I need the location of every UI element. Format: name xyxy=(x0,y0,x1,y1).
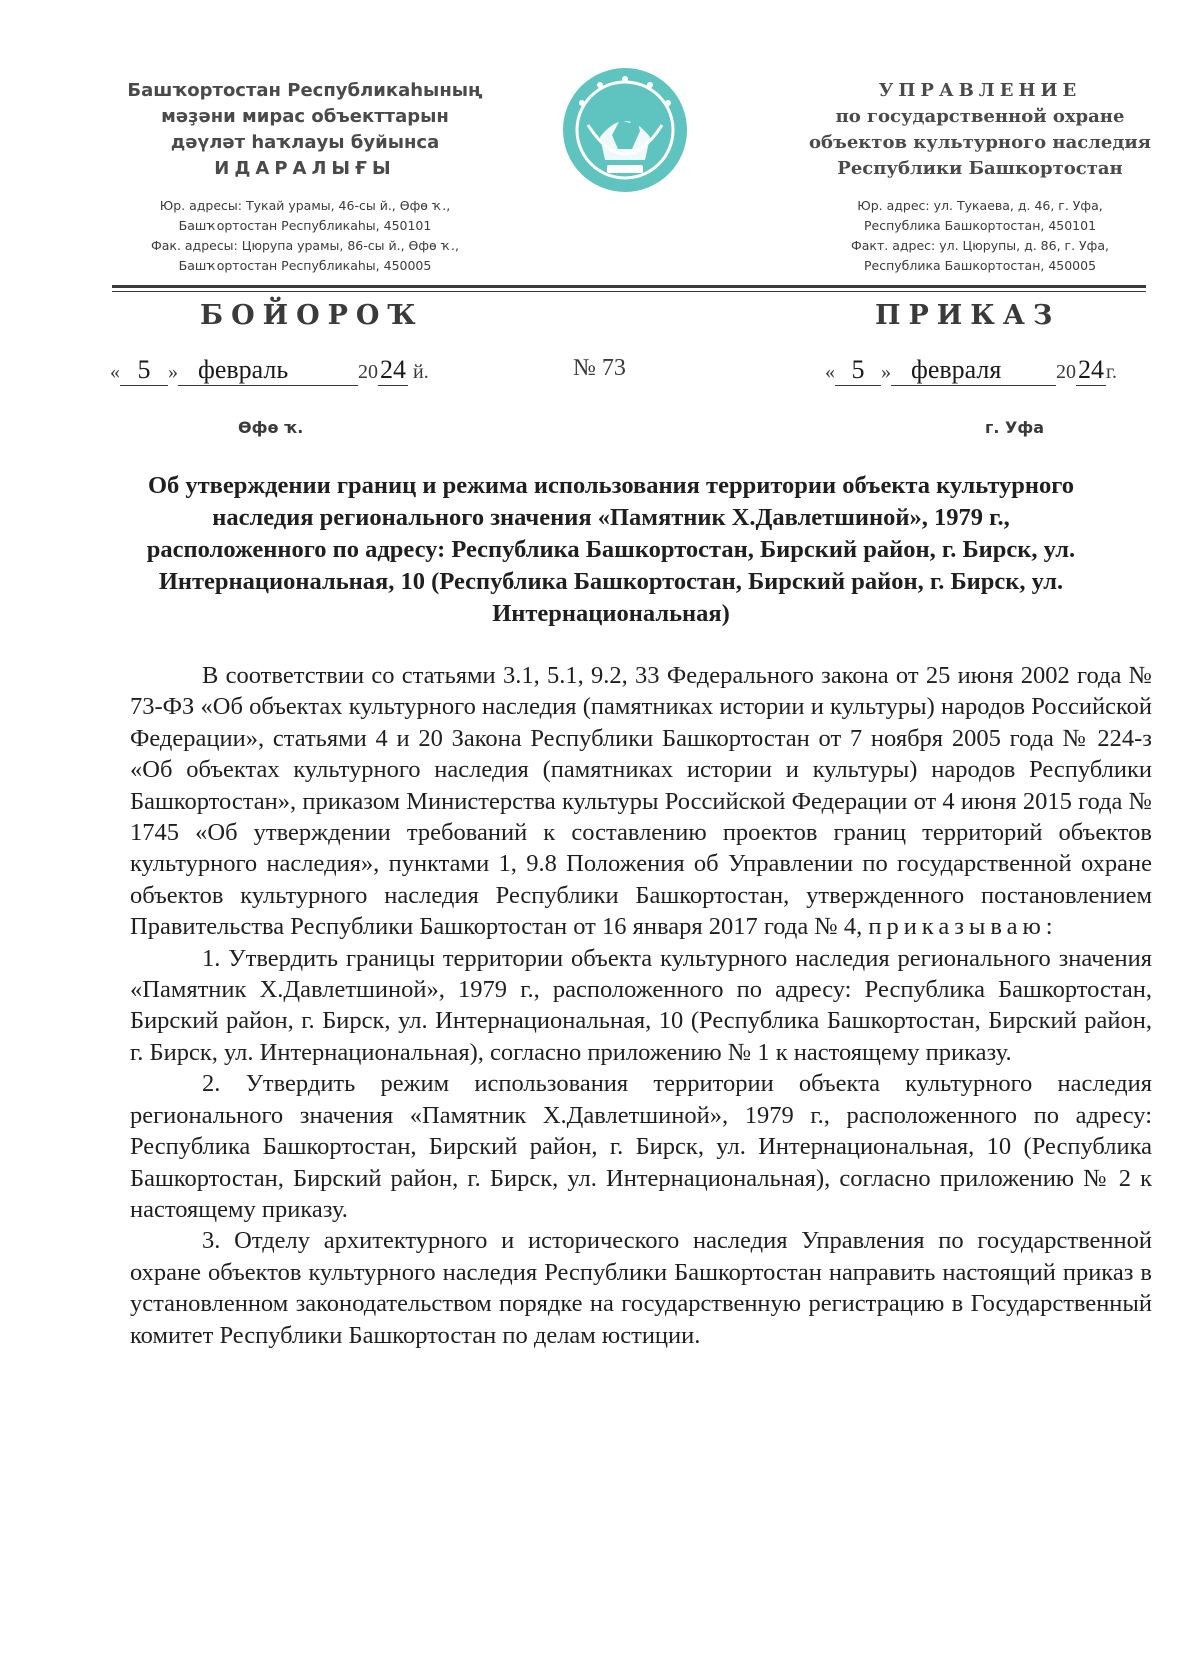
quote-open: « xyxy=(110,361,120,383)
number-value: 73 xyxy=(601,355,626,381)
address-line: Башҡортостан Республикаһы, 450101 xyxy=(178,218,432,233)
org-name-line: ИДАРАЛЫҒЫ xyxy=(214,158,396,179)
doc-kind-bashkir: БОЙОРОҠ xyxy=(200,300,424,331)
header-divider xyxy=(112,285,1146,288)
order-item: 3. Отделу архитектурного и исторического наследия Управления по государственной охране объектов культурного наследия Республики Башкортостан направить настоящий приказ в установленном законодательством порядке на государственную регистрацию в Государственный комитет Республики Башкортостан по делам юстиции. xyxy=(130,1227,1152,1349)
year-suffix: 24 xyxy=(380,355,406,384)
header-right-org xyxy=(785,78,1175,276)
year-prefix: 20 xyxy=(358,361,378,383)
quote-open: « xyxy=(825,361,835,383)
org-address xyxy=(785,196,1175,276)
date-right xyxy=(825,355,1117,386)
year-suffix: 24 xyxy=(1078,355,1104,384)
quote-close: » xyxy=(168,361,178,383)
date-left xyxy=(110,355,429,386)
year-prefix: 20 xyxy=(1056,361,1076,383)
address-line: Юр. адресы: Тукай урамы, 46-сы й., Өфө ҡ., xyxy=(159,198,451,213)
address-line: Башҡортостан Республикаһы, 450005 xyxy=(178,258,432,273)
date-month: февраль xyxy=(178,355,358,386)
org-name-line: Республики Башкортостан xyxy=(837,158,1123,179)
year-mark: й. xyxy=(413,361,429,383)
address-line: Факт. адрес: ул. Цюрупы, д. 86, г. Уфа, xyxy=(851,238,1109,253)
city-bashkir: Өфө ҡ. xyxy=(238,418,304,437)
org-name-line: дәүләт һаҡлауы буйынса xyxy=(170,132,440,153)
date-day: 5 xyxy=(120,355,168,386)
document-body xyxy=(130,660,1152,1351)
org-name-line: по государственной охране xyxy=(835,106,1125,127)
preamble-paragraph xyxy=(130,660,1152,943)
doc-kind-russian: ПРИКАЗ xyxy=(875,300,1061,331)
address-line: Республика Башкортостан, 450101 xyxy=(863,218,1097,233)
city-russian: г. Уфа xyxy=(985,418,1045,437)
document-title: Об утверждении границ и режима использования территории объекта культурного наследия регионального значения «Памятник Х.Давлетшиной», 1979 г., расположенного по адресу: Республика Башкортостан, Бирский район, г. Бирск, ул. Интернациональная, 10 (Республика Башкортостан, Бирский район, г. Бирск, ул. Интернациональная) xyxy=(146,472,1076,627)
order-item: 1. Утвердить границы территории объекта культурного наследия регионального значения «Памятник Х.Давлетшиной», 1979 г., расположенного по адресу: Республика Башкортостан, Бирский район, г. Бирск, ул. Интернациональная, 10 (Республика Башкортостан, Бирский район, г. Бирск, ул. Интернациональная), согласно приложению № 1 к настоящему приказу. xyxy=(130,944,1152,1066)
order-number xyxy=(573,355,626,382)
header-left-org xyxy=(95,78,515,276)
preamble-text: В соответствии со статьями 3.1, 5.1, 9.2, 33 Федерального закона от 25 июня 2002 года № 73-ФЗ «Об объектах культурного наследия (памятниках истории и культуры) народов Российской Федерации», статьями 4 и 20 Закона Республики Башкортостан от 7 ноября 2005 года № 224-з «Об объектах культурного наследия (памятниках истории и культуры) народов Республики Башкортостан», приказом Министерства культуры Российской Федерации от 4 июня 2015 года № 1745 «Об утверждении требований к составлению проектов границ территорий объектов культурного наследия», пунктами 1, 9.8 Положения об Управлении по государственной охране объектов культурного наследия Республики Башкортостан, утвержденного постановлением Правительства Республики Башкортостан от 16 января 2017 года № 4, xyxy=(130,662,1152,941)
order-item: 2. Утвердить режим использования территории объекта культурного наследия регионального значения «Памятник Х.Давлетшиной», 1979 г., расположенного по адресу: Республика Башкортостан, Бирский район, г. Бирск, ул. Интернациональная, 10 (Республика Башкортостан, Бирский район, г. Бирск, ул. Интернациональная), согласно приложению № 2 к настоящему приказу. xyxy=(130,1070,1152,1223)
org-name-line: мәҙәни мирас объекттарын xyxy=(161,106,449,127)
order-word: приказываю: xyxy=(868,913,1058,941)
year-mark: г. xyxy=(1106,361,1117,383)
header-divider xyxy=(112,291,1146,292)
coat-of-arms-icon xyxy=(560,65,690,195)
date-month: февраля xyxy=(891,355,1056,386)
quote-close: » xyxy=(881,361,891,383)
org-name-line: объектов культурного наследия xyxy=(809,132,1151,153)
org-name-line: Башҡортостан Республикаһының xyxy=(127,80,483,101)
org-address xyxy=(95,196,515,276)
address-line: Фак. адресы: Цюрупа урамы, 86-сы й., Өфө ҡ., xyxy=(150,238,460,253)
number-label: № xyxy=(573,355,596,381)
org-name-line: УПРАВЛЕНИЕ xyxy=(878,80,1082,101)
address-line: Республика Башкортостан, 450005 xyxy=(863,258,1097,273)
date-day: 5 xyxy=(835,355,881,386)
address-line: Юр. адрес: ул. Тукаева, д. 46, г. Уфа, xyxy=(857,198,1103,213)
